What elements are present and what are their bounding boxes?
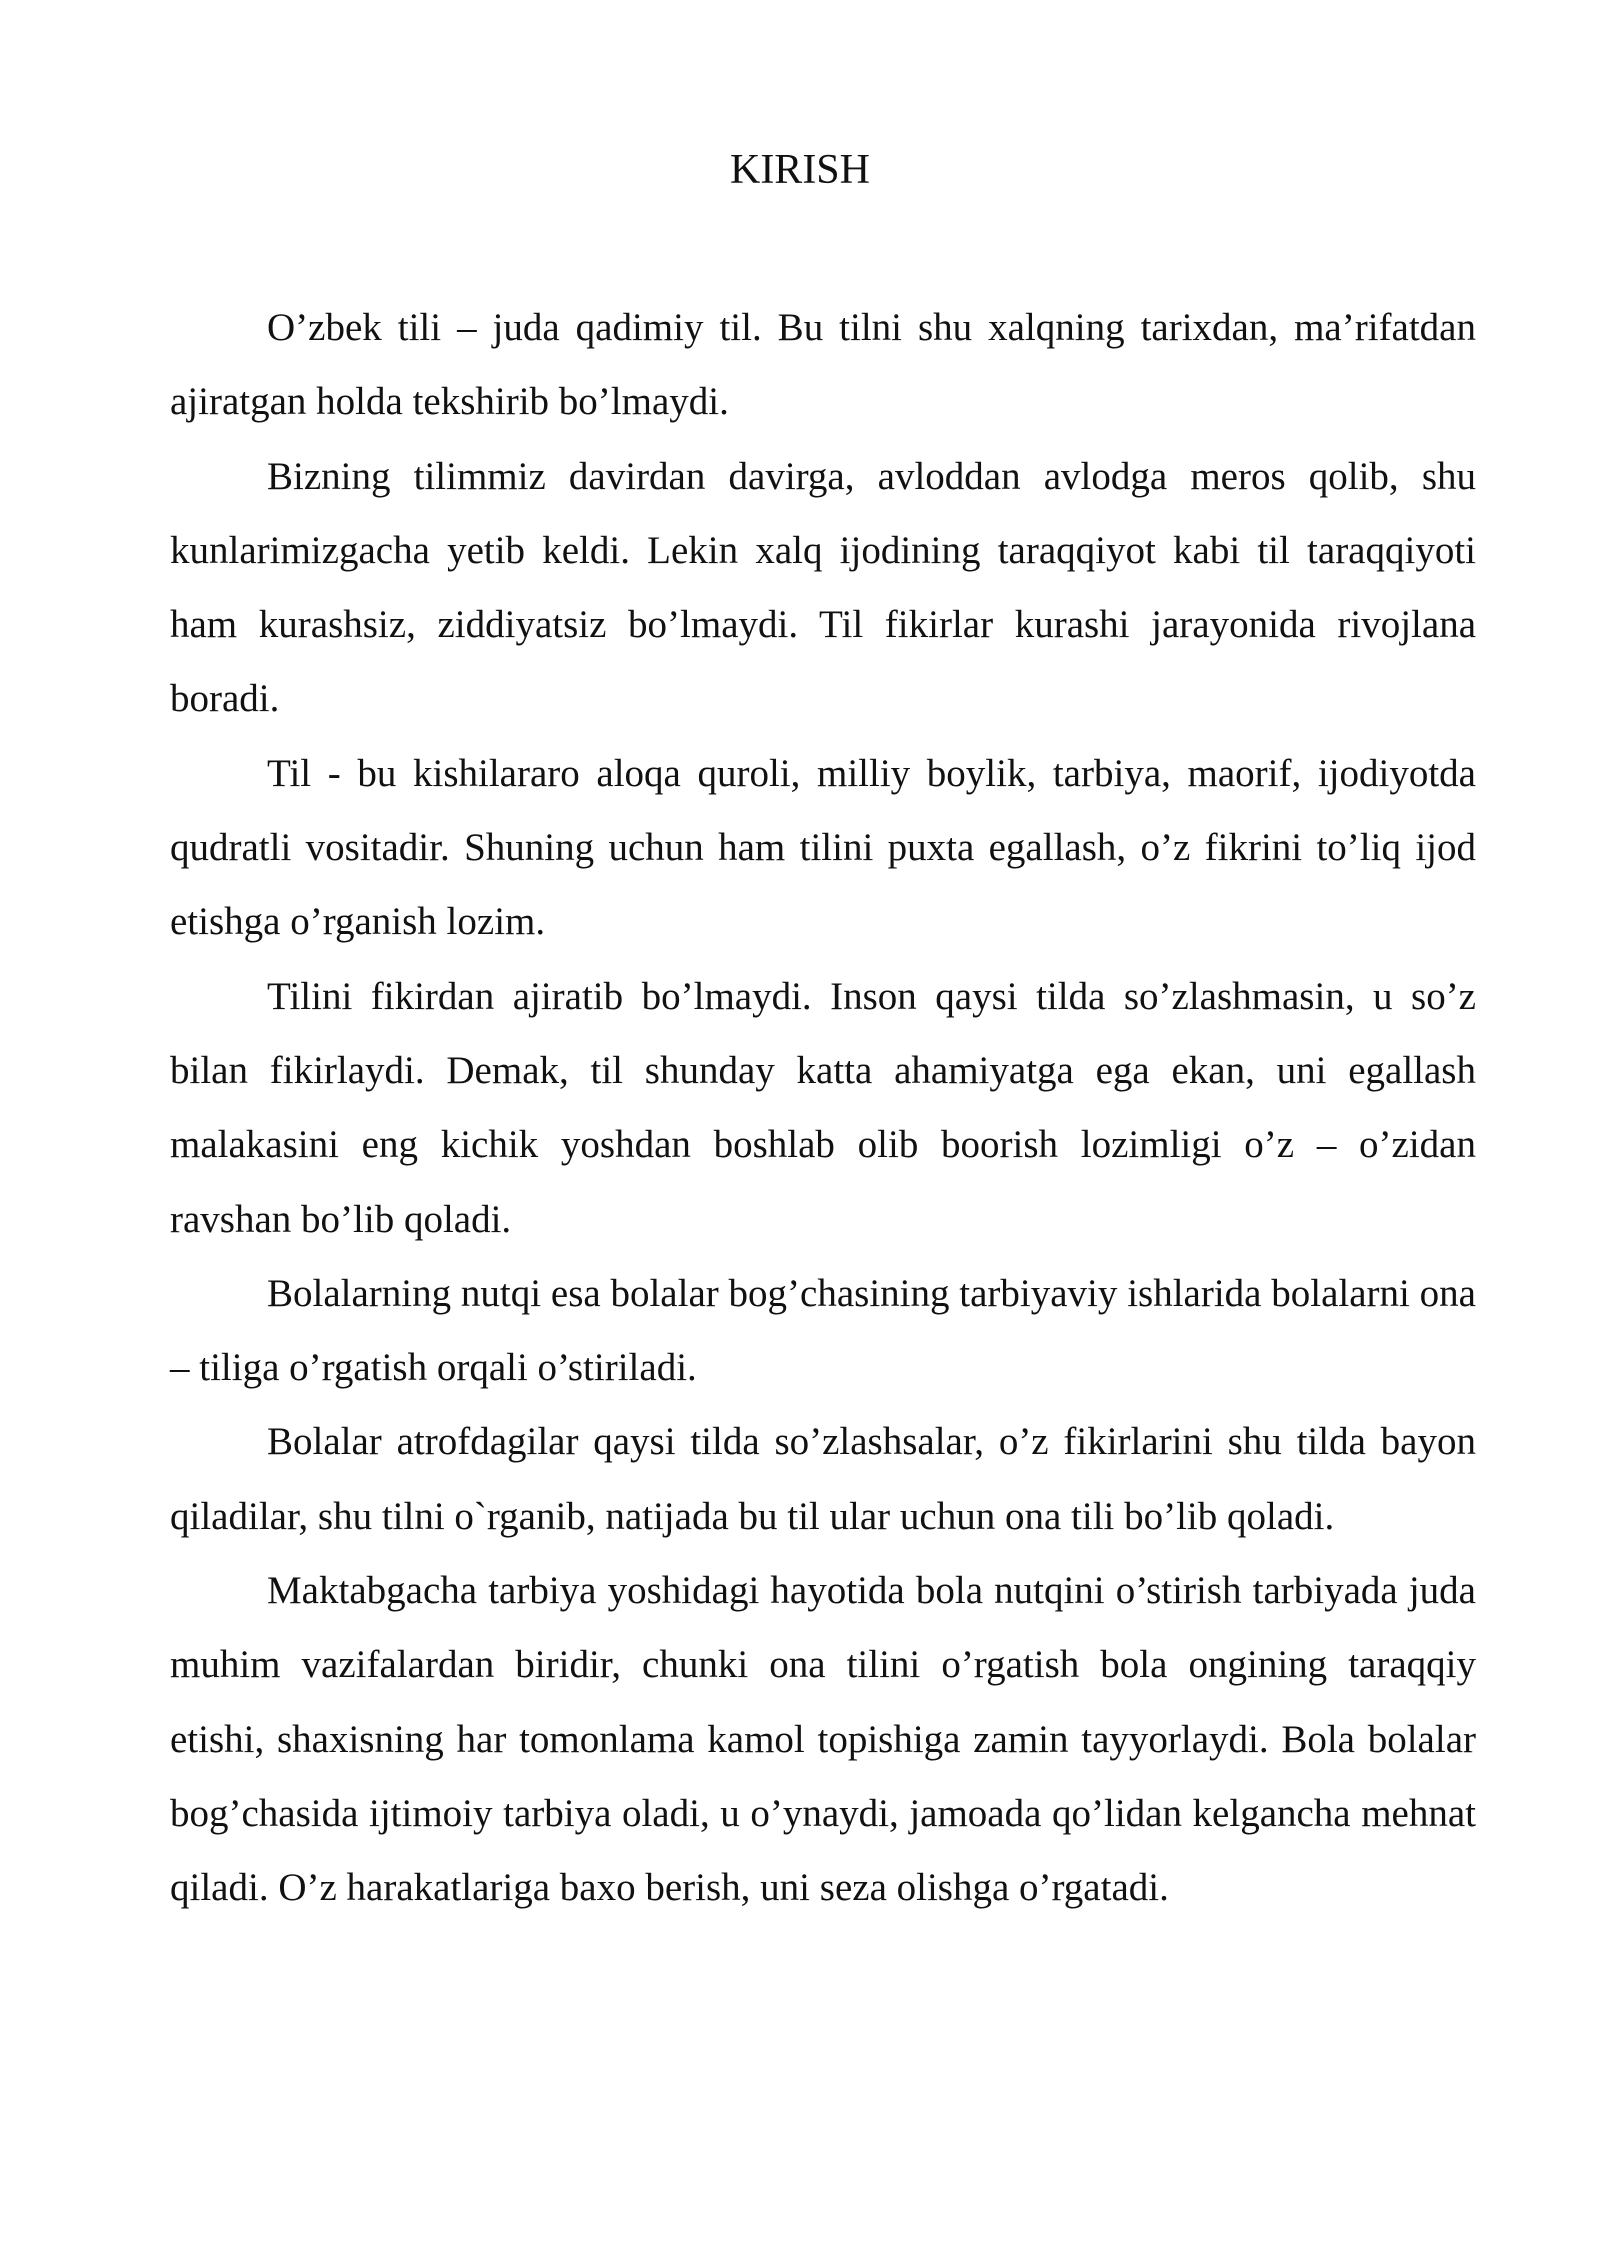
paragraph: Tilini fikirdan ajiratib bo’lmaydi. Inson qaysi tilda so’zlashmasin, u so’z bilan fikirlaydi. Demak, til shunday katta ahamiyatga ega ekan, uni egallash malakasini eng kichik yoshdan boshlab olib boorish lozimligi o’z – o’zidan ravshan bo’lib qoladi.: [170, 974, 1476, 1241]
page-title: KIRISH: [729, 147, 870, 193]
paragraph: Bolalar atrofdagilar qaysi tilda so’zlashsalar, o’z fikirlarini shu tilda bayon qiladilar, shu tilni o`rganib, natijada bu til ular uchun ona tili bo’lib qoladi.: [170, 1420, 1476, 1538]
paragraph: Til - bu kishilararo aloqa quroli, milliy boylik, tarbiya, maorif, ijodiyotda qudratli vositadir. Shuning uchun ham tilini puxta egallash, o’z fikrini to’liq ijod etishga o’rganish lozim.: [170, 751, 1476, 944]
paragraph: Bolalarning nutqi esa bolalar bog’chasining tarbiyaviy ishlarida bolalarni ona – tiliga o’rgatish orqali o’stiriladi.: [170, 1271, 1476, 1390]
document-body: [170, 291, 1476, 1926]
paragraph: Bizning tilimmiz davirdan davirga, avloddan avlodga meros qolib, shu kunlarimizgacha yetib keldi. Lekin xalq ijodining taraqqiyot kabi til taraqqiyoti ham kurashsiz, ziddiyatsiz bo’lmaydi. Til fikirlar kurashi jarayonida rivojlana boradi.: [170, 454, 1476, 721]
paragraph: Maktabgacha tarbiya yoshidagi hayotida bola nutqini o’stirish tarbiyada juda muhim vazifalardan biridir, chunki ona tilini o’rgatish bola ongining taraqqiy etishi, shaxisning har tomonlama kamol topishiga zamin tayyorlaydi. Bola bolalar bog’chasida ijtimoiy tarbiya oladi, u o’ynaydi, jamoada qo’lidan kelgancha mehnat qiladi. O’z harakatlariga baxo berish, uni seza olishga o’rgatadi.: [170, 1569, 1476, 1910]
paragraph: O’zbek tili – juda qadimiy til. Bu tilni shu xalqning tarixdan, ma’rifatdan ajiratgan holda tekshirib bo’lmaydi.: [170, 306, 1476, 424]
